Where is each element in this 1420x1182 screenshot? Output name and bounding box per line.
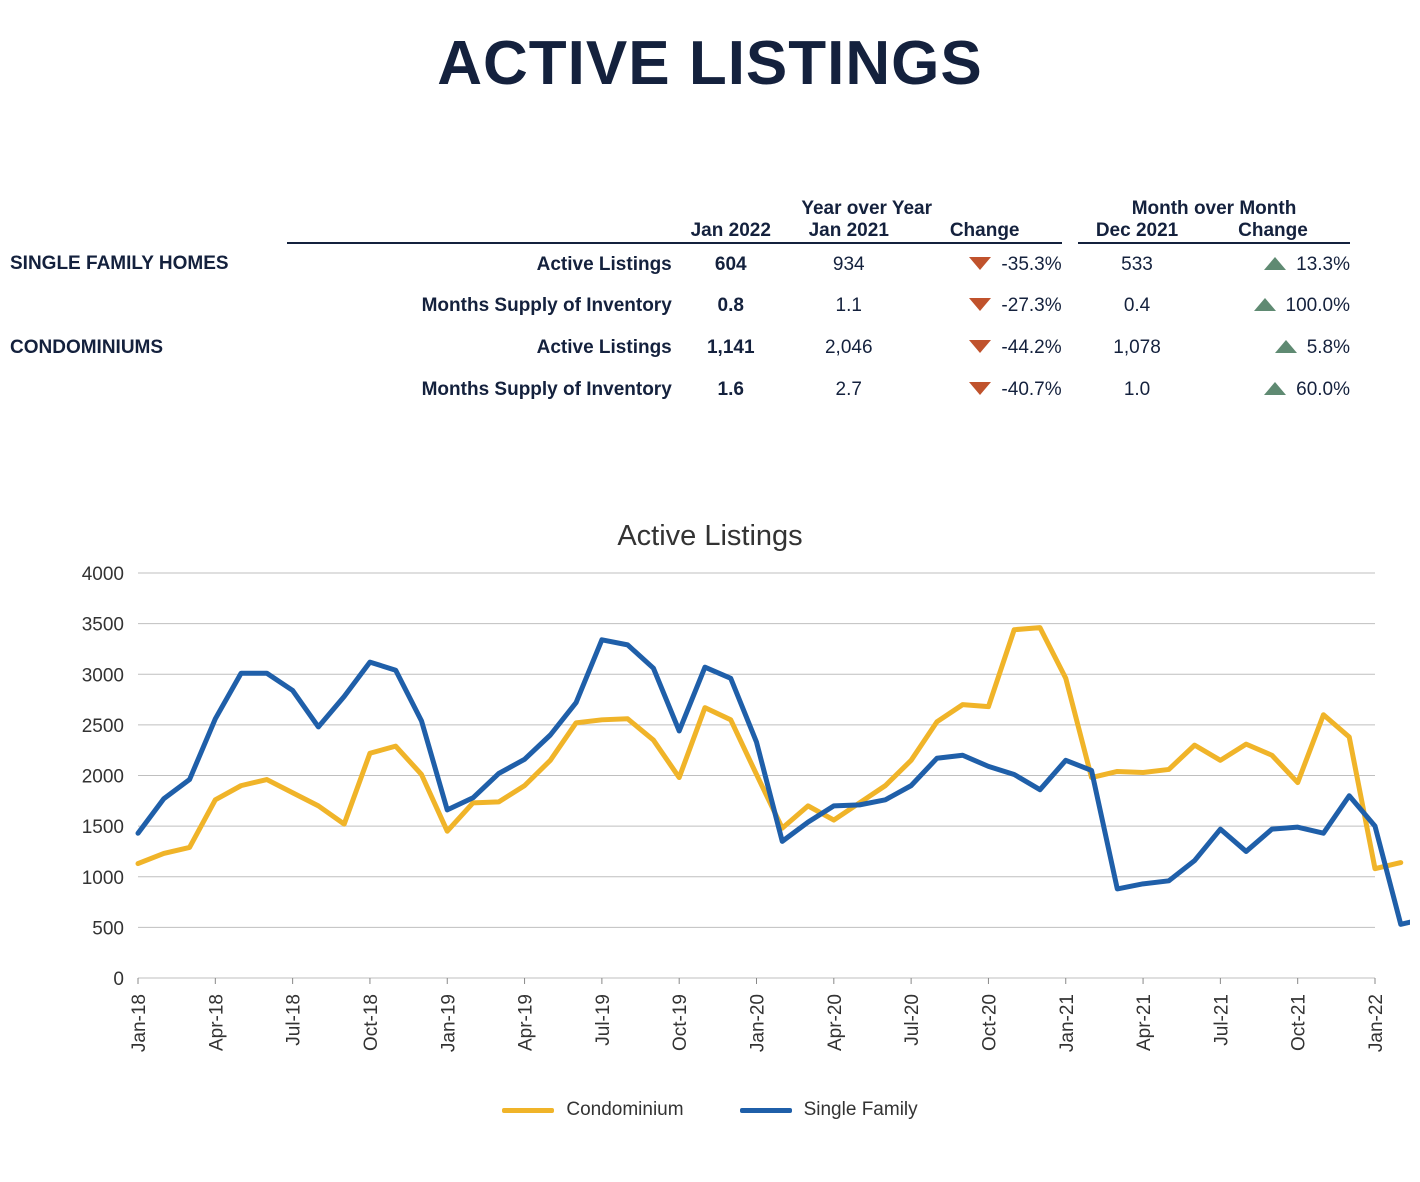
yoy-change-cell <box>908 327 1062 369</box>
value-prior-month: 1.0 <box>1123 379 1151 400</box>
svg-text:Jan-18: Jan-18 <box>129 994 150 1053</box>
spacer <box>10 220 287 243</box>
mom-change-cell <box>1196 285 1350 327</box>
spacer <box>10 198 287 220</box>
svg-text:Jan-20: Jan-20 <box>747 994 769 1053</box>
value-prior-month: 0.4 <box>1123 295 1151 316</box>
svg-text:Jul-21: Jul-21 <box>1211 994 1233 1046</box>
col-head-jan-2021: Jan 2021 <box>790 220 908 243</box>
value-prior-year: 1.1 <box>835 295 862 316</box>
column-divider <box>1062 327 1078 369</box>
value-current: 0.8 <box>717 295 744 316</box>
down-arrow-icon <box>969 298 991 311</box>
chart-container <box>0 510 1420 1170</box>
mom-change-value: 5.8% <box>1306 337 1350 358</box>
metric-label: Months Supply of Inventory <box>421 295 672 316</box>
svg-text:2000: 2000 <box>81 766 124 788</box>
group-header-row <box>10 198 1350 220</box>
up-arrow-icon <box>1254 298 1276 311</box>
yoy-change-cell <box>908 369 1062 411</box>
group-header-mom: Month over Month <box>1131 198 1297 219</box>
up-arrow-icon <box>1264 257 1286 270</box>
svg-text:Apr-21: Apr-21 <box>1134 994 1156 1052</box>
svg-text:Jan-21: Jan-21 <box>1056 994 1078 1053</box>
chart-legend <box>0 1099 1420 1121</box>
column-divider <box>1062 369 1078 411</box>
spacer <box>10 285 287 327</box>
column-divider <box>1062 243 1078 285</box>
table-row <box>10 369 1350 411</box>
svg-text:Oct-21: Oct-21 <box>1288 994 1310 1052</box>
yoy-change-value: -44.2% <box>1001 337 1062 358</box>
svg-text:Oct-19: Oct-19 <box>670 994 692 1052</box>
value-current: 604 <box>714 253 747 275</box>
spacer <box>1062 220 1078 243</box>
value-prior-year: 2.7 <box>835 379 862 400</box>
down-arrow-icon <box>969 382 991 395</box>
svg-text:1000: 1000 <box>81 867 124 889</box>
value-prior-year: 2,046 <box>824 337 873 358</box>
legend-label-single-family: Single Family <box>803 1099 918 1120</box>
up-arrow-icon <box>1275 340 1297 353</box>
summary-table-container <box>0 198 1420 411</box>
mom-change-value: 60.0% <box>1296 379 1350 400</box>
svg-text:0: 0 <box>113 969 124 990</box>
svg-text:1500: 1500 <box>81 817 124 839</box>
svg-text:Apr-19: Apr-19 <box>515 994 537 1052</box>
spacer <box>287 198 672 220</box>
col-head-mom-change: Change <box>1196 220 1350 243</box>
svg-text:Jan-22: Jan-22 <box>1366 994 1387 1053</box>
table-row <box>10 327 1350 369</box>
svg-text:Jul-18: Jul-18 <box>283 994 305 1046</box>
svg-text:2500: 2500 <box>81 715 124 737</box>
summary-table <box>10 198 1350 411</box>
svg-text:Jan-19: Jan-19 <box>438 994 460 1053</box>
value-current: 1,141 <box>706 337 755 358</box>
col-head-yoy-change: Change <box>908 220 1062 243</box>
svg-text:3500: 3500 <box>81 614 124 636</box>
svg-text:Apr-20: Apr-20 <box>824 994 846 1052</box>
column-header-row <box>10 220 1350 243</box>
svg-text:Oct-20: Oct-20 <box>979 994 1001 1052</box>
svg-text:4000: 4000 <box>81 564 124 585</box>
table-row <box>10 285 1350 327</box>
svg-text:Jul-19: Jul-19 <box>592 994 614 1046</box>
active-listings-line-chart <box>10 553 1410 1093</box>
value-prior-month: 533 <box>1121 253 1153 275</box>
yoy-change-value: -35.3% <box>1001 253 1062 275</box>
legend-item-single-family <box>740 1099 918 1121</box>
mom-change-cell <box>1196 327 1350 369</box>
page-title: ACTIVE LISTINGS <box>437 29 983 98</box>
legend-swatch-single-family <box>740 1108 792 1113</box>
metric-label: Active Listings <box>536 337 672 358</box>
svg-text:Apr-18: Apr-18 <box>206 994 228 1052</box>
up-arrow-icon <box>1264 382 1286 395</box>
yoy-change-cell <box>908 285 1062 327</box>
col-head-dec-2021: Dec 2021 <box>1078 220 1196 243</box>
table-row <box>10 243 1350 285</box>
mom-change-value: 100.0% <box>1285 295 1350 316</box>
yoy-change-value: -27.3% <box>1001 295 1062 316</box>
legend-label-condominium: Condominium <box>566 1099 684 1120</box>
group-header-yoy: Year over Year <box>801 198 933 219</box>
legend-item-condominium <box>502 1099 683 1121</box>
value-current: 1.6 <box>717 379 744 400</box>
yoy-change-cell <box>908 243 1062 285</box>
svg-text:Oct-18: Oct-18 <box>360 994 382 1052</box>
down-arrow-icon <box>969 257 991 270</box>
spacer <box>287 220 672 243</box>
svg-text:3000: 3000 <box>81 665 124 687</box>
column-divider <box>1062 285 1078 327</box>
mom-change-value: 13.3% <box>1296 253 1350 275</box>
section-label-single-family: SINGLE FAMILY HOMES <box>10 253 229 274</box>
section-label-condominiums: CONDOMINIUMS <box>10 337 164 358</box>
svg-text:500: 500 <box>92 918 124 940</box>
svg-text:Jul-20: Jul-20 <box>902 994 924 1046</box>
value-prior-year: 934 <box>832 253 865 275</box>
value-prior-month: 1,078 <box>1113 337 1161 358</box>
metric-label: Months Supply of Inventory <box>421 379 672 400</box>
yoy-change-value: -40.7% <box>1001 379 1062 400</box>
mom-change-cell <box>1196 369 1350 411</box>
spacer <box>10 369 287 411</box>
mom-change-cell <box>1196 243 1350 285</box>
spacer <box>1062 198 1078 220</box>
chart-title: Active Listings <box>617 520 803 552</box>
legend-swatch-condominium <box>502 1108 554 1113</box>
metric-label: Active Listings <box>536 253 672 275</box>
down-arrow-icon <box>969 340 991 353</box>
col-head-jan-2022: Jan 2022 <box>672 220 790 243</box>
